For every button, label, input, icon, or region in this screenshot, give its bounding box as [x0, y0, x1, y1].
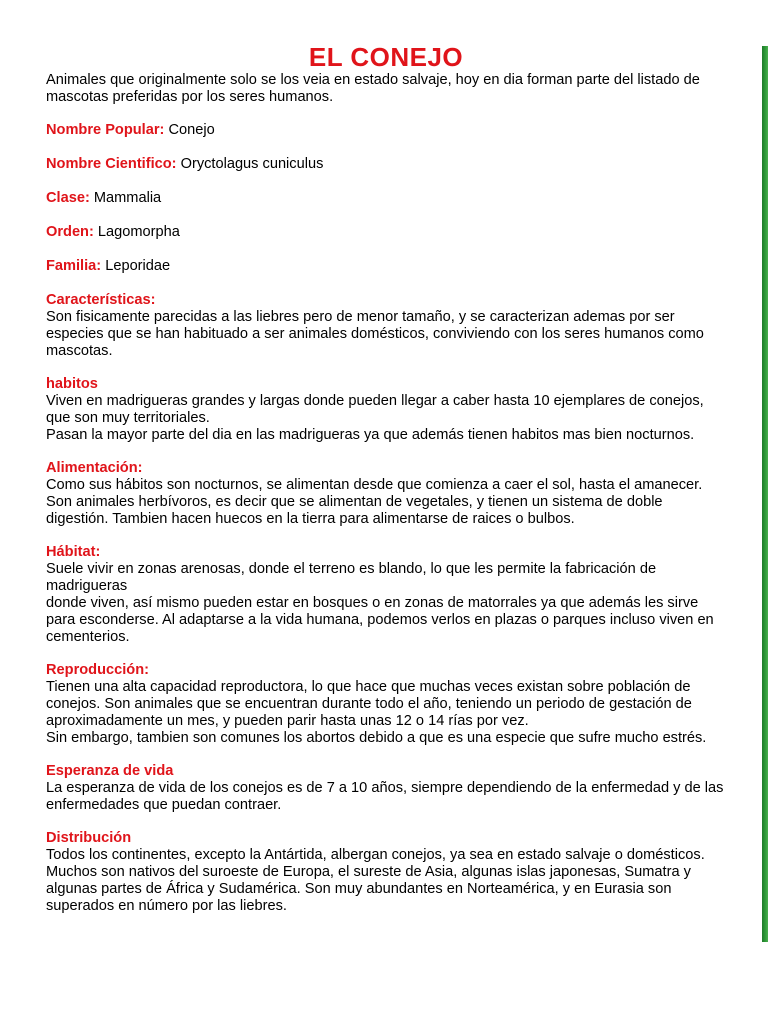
section-habitat [46, 544, 726, 646]
section-heading: Esperanza de vida [46, 763, 174, 779]
section-heading: habitos [46, 376, 98, 392]
section-distribucion [46, 830, 726, 915]
section-paragraph: La esperanza de vida de los conejos es de 7 a 10 años, siempre dependiendo de la enfermedad y de las enfermedades que puedan contraer. [46, 780, 724, 813]
section-heading: Características: [46, 292, 156, 308]
section-caracteristicas [46, 292, 726, 360]
section-heading: Distribución [46, 830, 132, 846]
section-habitos [46, 376, 726, 444]
section-reproduccion [46, 662, 726, 747]
intro-paragraph: Animales que originalmente solo se los veia en estado salvaje, hoy en dia forman parte del listado de mascotas preferidas por los seres humanos. [46, 72, 700, 105]
page-title: EL CONEJO [308, 42, 464, 72]
section-paragraph: Pasan la mayor parte del dia en las madrigueras ya que además tienen habitos mas bien nocturnos. [46, 427, 695, 443]
section-paragraph: Sin embargo, tambien son comunes los abortos debido a que es una especie que sufre mucho estrés. [46, 730, 707, 746]
section-heading: Hábitat: [46, 544, 101, 560]
section-alimentacion [46, 460, 726, 528]
field-clase [46, 190, 726, 207]
section-paragraph: Son fisicamente parecidas a las liebres pero de menor tamaño, y se caracterizan ademas por ser especies que se han habituado a ser animales domésticos, conviviendo con los seres humanos como mascotas. [46, 309, 704, 359]
section-paragraph: donde viven, así mismo pueden estar en bosques o en zonas de matorrales ya que además les sirve para esconderse. Al adaptarse a la vida humana, podemos verlos en plazas o parques incluso viven en cementerios. [46, 595, 714, 645]
section-paragraph: Todos los continentes, excepto la Antártida, albergan conejos, ya sea en estado salvaje o domésticos. Muchos son nativos del suroeste de Europa, el sureste de Asia, algunas islas japonesas, Sumatra y algunas partes de África y Sudamérica. Son muy abundantes en Norteamérica, y en Eurasia son superados en número por las liebres. [46, 847, 705, 914]
section-heading: Alimentación: [46, 460, 143, 476]
field-familia [46, 258, 726, 275]
field-label: Nombre Cientifico: [46, 156, 177, 172]
field-value: Mammalia [93, 190, 162, 206]
decorative-side-stripe [762, 46, 768, 942]
section-heading: Reproducción: [46, 662, 149, 678]
field-label: Familia: [46, 258, 102, 274]
section-esperanza-de-vida [46, 763, 726, 814]
field-value: Conejo [168, 122, 215, 138]
field-label: Nombre Popular: [46, 122, 165, 138]
field-label: Clase: [46, 190, 90, 206]
field-nombre-cientifico [46, 156, 726, 173]
field-value: Lagomorpha [97, 224, 180, 240]
field-orden [46, 224, 726, 241]
section-paragraph: Suele vivir en zonas arenosas, donde el terreno es blando, lo que les permite la fabricación de madrigueras [46, 561, 657, 594]
field-value: Leporidae [105, 258, 171, 274]
field-nombre-popular [46, 122, 726, 139]
document-page [46, 42, 726, 931]
field-label: Orden: [46, 224, 94, 240]
section-paragraph: Como sus hábitos son nocturnos, se alimentan desde que comienza a caer el sol, hasta el amanecer. Son animales herbívoros, es decir que se alimentan de vegetales, y tienen un sistema de doble digestión. Tambien hacen huecos en la tierra para alimentarse de raices o bulbos. [46, 477, 703, 527]
section-paragraph: Tienen una alta capacidad reproductora, lo que hace que muchas veces existan sobre población de conejos. Son animales que se encuentran durante todo el año, teniendo un periodo de gestación de aproximadamente un mes, y pueden parir hasta unas 12 o 14 rías por vez. [46, 679, 692, 729]
section-paragraph: Viven en madrigueras grandes y largas donde pueden llegar a caber hasta 10 ejemplares de conejos, que son muy territoriales. [46, 393, 704, 426]
field-value: Oryctolagus cuniculus [180, 156, 324, 172]
